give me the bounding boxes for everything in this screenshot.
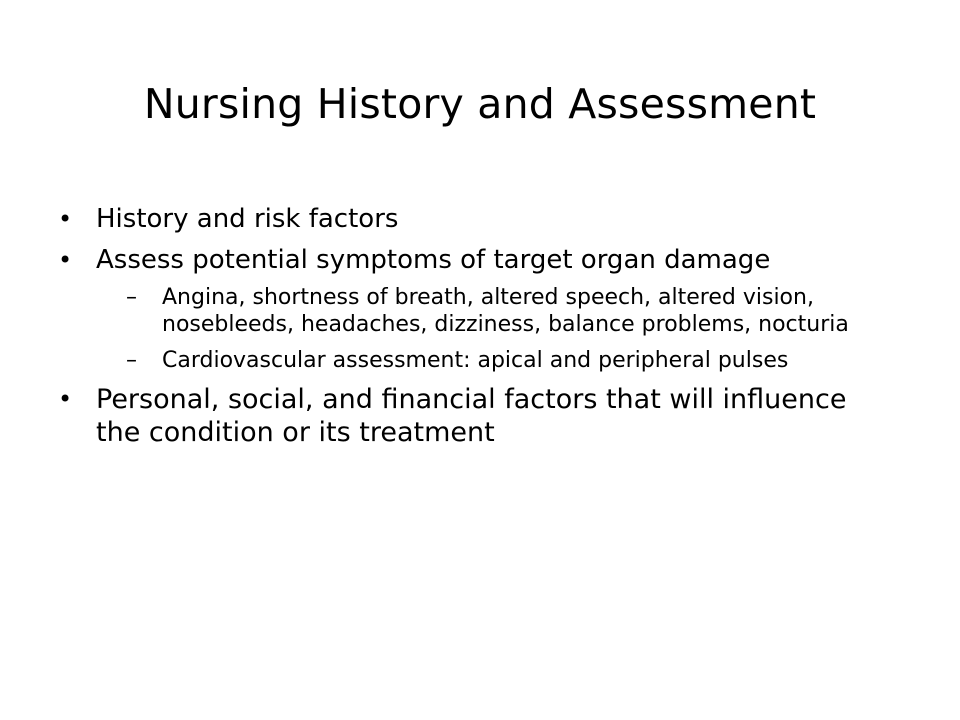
sub-bullet-item-cardiovascular — [56, 347, 856, 374]
sub-bullet-text: Cardiovascular assessment: apical and peripheral pulses — [162, 348, 789, 373]
bullet-item-personal-factors — [56, 383, 856, 449]
bullet-marker: • — [58, 205, 73, 233]
bullet-list — [56, 203, 856, 458]
bullet-marker: • — [58, 246, 73, 274]
bullet-item-symptoms — [56, 244, 856, 374]
bullet-item-history — [56, 203, 856, 235]
sub-bullet-list — [96, 284, 856, 374]
sub-bullet-marker: – — [126, 285, 137, 310]
sub-bullet-text: Angina, shortness of breath, altered speech, altered vision, nosebleeds, headaches, dizziness, balance problems, nocturia — [162, 285, 849, 337]
bullet-marker: • — [58, 385, 73, 413]
sub-bullet-marker: – — [126, 348, 137, 373]
slide-title: Nursing History and Assessment — [143, 80, 817, 128]
sub-bullet-item-symptoms-list — [56, 284, 856, 338]
bullet-text: Assess potential symptoms of target organ damage — [96, 245, 771, 275]
bullet-text: History and risk factors — [96, 204, 399, 234]
bullet-text: Personal, social, and financial factors that will influence the condition or its treatment — [96, 384, 847, 448]
